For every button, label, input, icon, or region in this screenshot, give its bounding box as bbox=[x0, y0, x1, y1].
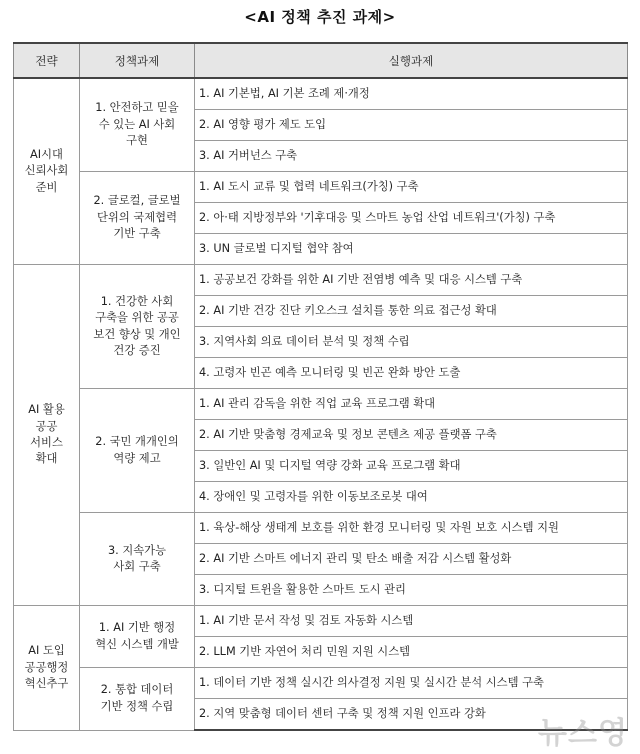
policy-line: 2. 국민 개개인의 bbox=[95, 435, 179, 449]
policy-line: 건강 증진 bbox=[113, 343, 161, 357]
strategy-line: AI 활용 bbox=[28, 403, 65, 417]
policy-line: 1. AI 기반 행정 bbox=[98, 621, 176, 635]
task-cell: 2. 아·태 지방정부와 '기후대응 및 스마트 농업 산업 네트워크'(가칭) 구축 bbox=[195, 203, 628, 234]
policy-cell bbox=[80, 389, 195, 513]
task-cell: 3. UN 글로벌 디지털 협약 참여 bbox=[195, 234, 628, 265]
task-cell: 3. 일반인 AI 및 디지털 역량 강화 교육 프로그램 확대 bbox=[195, 451, 628, 482]
policy-table bbox=[13, 42, 628, 731]
strategy-cell bbox=[14, 78, 80, 265]
header-tasks: 실행과제 bbox=[195, 43, 628, 78]
strategy-cell bbox=[14, 265, 80, 606]
document-title: <AI 정책 추진 과제> bbox=[244, 8, 396, 26]
task-cell: 1. 데이터 기반 정책 실시간 의사결정 지원 및 실시간 분석 시스템 구축 bbox=[195, 668, 628, 699]
policy-line: 2. 글로컬, 글로벌 bbox=[93, 194, 181, 208]
policy-cell bbox=[80, 78, 195, 172]
policy-cell bbox=[80, 513, 195, 606]
task-cell: 1. 육상-해상 생태계 보호를 위한 환경 모니터링 및 자원 보호 시스템 지원 bbox=[195, 513, 628, 544]
task-cell: 1. AI 기반 문서 작성 및 검토 자동화 시스템 bbox=[195, 606, 628, 637]
policy-line: 구축을 위한 공공 bbox=[95, 311, 179, 325]
policy-line: 단위의 국제협력 bbox=[97, 210, 177, 224]
task-cell: 1. AI 기본법, AI 기본 조례 제·개정 bbox=[195, 78, 628, 110]
header-policy: 정책과제 bbox=[80, 43, 195, 78]
policy-cell bbox=[80, 172, 195, 265]
policy-cell bbox=[80, 606, 195, 668]
policy-line: 기반 구축 bbox=[113, 227, 161, 241]
policy-line: 1. 건강한 사회 bbox=[100, 294, 174, 308]
strategy-line: 혁신추구 bbox=[24, 676, 69, 690]
task-cell: 1. AI 도시 교류 및 협력 네트워크(가칭) 구축 bbox=[195, 172, 628, 203]
strategy-line: 신뢰사회 bbox=[24, 164, 69, 178]
task-cell: 2. AI 영향 평가 제도 도입 bbox=[195, 110, 628, 141]
policy-line: 역량 제고 bbox=[113, 451, 161, 465]
task-cell: 4. 고령자 빈곤 예측 모니터링 및 빈곤 완화 방안 도출 bbox=[195, 358, 628, 389]
policy-line: 1. 안전하고 믿을 bbox=[95, 101, 179, 115]
policy-line: 사회 구축 bbox=[113, 560, 161, 573]
strategy-line: 확대 bbox=[35, 452, 58, 466]
task-cell: 1. 공공보건 강화를 위한 AI 기반 전염병 예측 및 대응 시스템 구축 bbox=[195, 265, 628, 296]
policy-cell bbox=[80, 668, 195, 731]
task-cell: 2. 지역 맞춤형 데이터 센터 구축 및 정책 지원 인프라 강화 bbox=[195, 699, 628, 731]
task-cell: 4. 장애인 및 고령자를 위한 이동보조로봇 대여 bbox=[195, 482, 628, 513]
strategy-line: AI시대 bbox=[30, 147, 63, 161]
strategy-line: 준비 bbox=[35, 180, 58, 194]
strategy-line: 공공행정 bbox=[24, 660, 69, 674]
task-cell: 2. AI 기반 스마트 에너지 관리 및 탄소 배출 저감 시스템 활성화 bbox=[195, 544, 628, 575]
task-cell: 3. 디지털 트윈을 활용한 스마트 도시 관리 bbox=[195, 575, 628, 606]
strategy-cell bbox=[14, 606, 80, 731]
policy-line: 보건 향상 및 개인 bbox=[93, 327, 181, 341]
task-cell: 2. AI 기반 건강 진단 키오스크 설치를 통한 의료 접근성 확대 bbox=[195, 296, 628, 327]
strategy-line: 공공 bbox=[35, 419, 58, 433]
task-cell: 3. AI 거버넌스 구축 bbox=[195, 141, 628, 172]
watermark: 뉴스영 bbox=[538, 716, 628, 751]
policy-cell bbox=[80, 265, 195, 389]
task-cell: 2. LLM 기반 자연어 처리 민원 지원 시스템 bbox=[195, 637, 628, 668]
task-cell: 3. 지역사회 의료 데이터 분석 및 정책 수립 bbox=[195, 327, 628, 358]
policy-line: 혁신 시스템 개발 bbox=[95, 637, 179, 651]
header-strategy: 전략 bbox=[14, 43, 80, 78]
policy-line: 기반 정책 수립 bbox=[100, 699, 174, 713]
task-cell: 1. AI 관리 감독을 위한 직업 교육 프로그램 확대 bbox=[195, 389, 628, 420]
policy-line: 3. 지속가능 bbox=[107, 543, 167, 557]
policy-line: 구현 bbox=[126, 134, 148, 148]
policy-line: 수 있는 AI 사회 bbox=[98, 117, 176, 131]
strategy-line: AI 도입 bbox=[28, 644, 65, 658]
policy-line: 2. 통합 데이터 bbox=[100, 683, 174, 697]
table-body bbox=[14, 78, 628, 730]
task-cell: 2. AI 기반 맞춤형 경제교육 및 정보 콘텐츠 제공 플랫폼 구축 bbox=[195, 420, 628, 451]
table-header-row bbox=[14, 43, 628, 78]
strategy-line: 서비스 bbox=[30, 436, 63, 449]
